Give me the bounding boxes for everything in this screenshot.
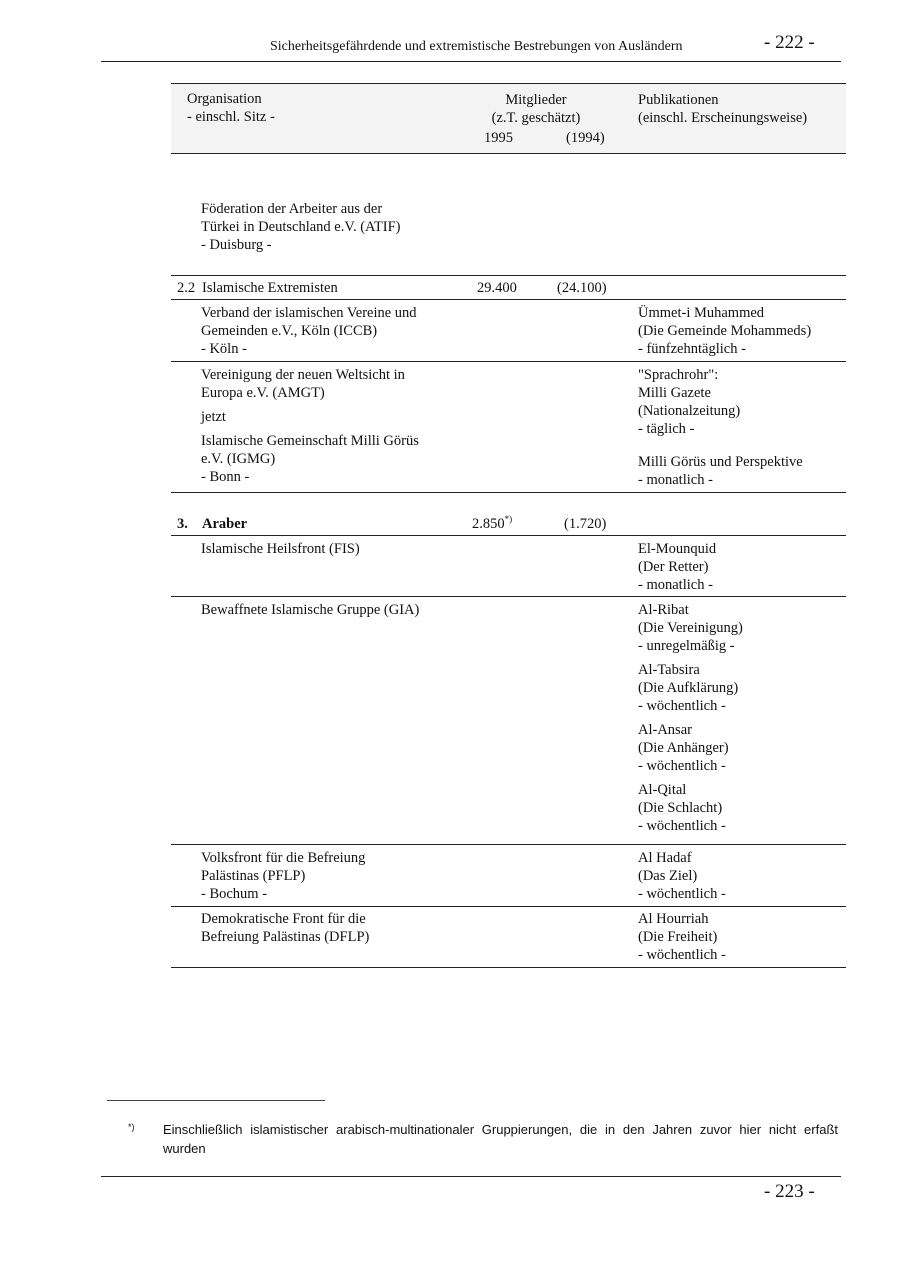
publication-milli-goerues: [638, 453, 803, 489]
org-name-line: Vereinigung der neuen Weltsicht in: [201, 367, 405, 383]
publication-frequency: - monatlich -: [638, 577, 713, 593]
org-name-line: Europa e.V. (AMGT): [201, 385, 325, 401]
publication-frequency: - wöchentlich -: [638, 698, 726, 714]
table-header-rule: [171, 153, 846, 154]
col-header-publications: [638, 91, 807, 127]
publication-title: El-Mounquid: [638, 541, 717, 557]
publication-title: Al-Tabsira: [638, 662, 700, 678]
publication-frequency: - täglich -: [638, 421, 695, 437]
org-name-line: Demokratische Front für die: [201, 911, 366, 927]
org-name-line: Gemeinden e.V., Köln (ICCB): [201, 323, 378, 339]
members-1995: 29.400: [477, 280, 517, 296]
publication-translation: (Das Ziel): [638, 868, 698, 884]
publication-translation: (Nationalzeitung): [638, 403, 741, 419]
publication-frequency: - wöchentlich -: [638, 886, 726, 902]
org-igmg: [201, 432, 419, 486]
org-seat: - Bochum -: [201, 886, 268, 902]
page-number-top: - 222 -: [764, 32, 815, 53]
footnote-reference: *): [504, 514, 513, 525]
publication-frequency: - wöchentlich -: [638, 818, 726, 834]
row-rule: [171, 492, 846, 493]
footnote-separator: [107, 1100, 325, 1101]
members-1994: (1.720): [564, 516, 607, 532]
col-header-year-1995: 1995: [484, 130, 513, 146]
org-name-line: Befreiung Palästinas (DFLP): [201, 929, 370, 945]
section-number-2-2: 2.2: [177, 280, 196, 296]
page-number-bottom: - 223 -: [764, 1181, 815, 1202]
row-rule: [171, 906, 846, 907]
col-header-organisation-line: Organisation: [187, 91, 262, 107]
col-header-organisation: [187, 90, 275, 126]
org-seat: - Bonn -: [201, 469, 250, 485]
publication-title: Al-Qital: [638, 782, 687, 798]
publication-title: Al Hourriah: [638, 911, 709, 927]
members-1994: (24.100): [557, 280, 607, 296]
publication-title: Ümmet-i Muhammed: [638, 305, 765, 321]
org-name-line: Föderation der Arbeiter aus der: [201, 201, 383, 217]
publication-label: "Sprachrohr":: [638, 367, 719, 383]
publication-el-mounquid: [638, 540, 716, 594]
publication-al-hadaf: [638, 849, 726, 903]
publication-title: Al-Ribat: [638, 602, 689, 618]
header-rule: [101, 61, 841, 62]
org-atif: [201, 200, 400, 254]
footnote-text: Einschließlich islamistischer arabisch-multinationaler Gruppierungen, die in den Jahren zuvor hier nicht erfaßt wurden: [163, 1122, 838, 1156]
org-name-line: Verband der islamischen Vereine und: [201, 305, 417, 321]
org-name-line: Türkei in Deutschland e.V. (ATIF): [201, 219, 401, 235]
col-header-members-line: (z.T. geschätzt): [491, 110, 581, 126]
publication-title: Al-Ansar: [638, 722, 692, 738]
row-rule: [171, 275, 846, 276]
footer-rule: [101, 1176, 841, 1177]
section-title-araber: Araber: [202, 516, 248, 532]
publication-translation: (Die Anhänger): [638, 740, 729, 756]
org-amgt: [201, 366, 405, 402]
org-name-line: e.V. (IGMG): [201, 451, 276, 467]
row-rule: [171, 844, 846, 845]
publication-translation: (Die Aufklärung): [638, 680, 739, 696]
publication-title: Milli Görüs und Perspektive: [638, 454, 803, 470]
row-rule: [171, 299, 846, 300]
publication-frequency: - wöchentlich -: [638, 758, 726, 774]
publication-iccb: [638, 304, 811, 358]
org-dflp: [201, 910, 369, 946]
publication-frequency: - unregelmäßig -: [638, 638, 735, 654]
footnote-marker: *): [128, 1122, 135, 1132]
table-bottom-rule: [171, 967, 846, 968]
org-gia: Bewaffnete Islamische Gruppe (GIA): [201, 602, 420, 618]
publication-title: Al Hadaf: [638, 850, 692, 866]
publication-al-ribat: [638, 601, 743, 655]
running-title: Sicherheitsgefährdende und extremistische Bestrebungen von Ausländern: [270, 39, 683, 54]
col-header-members: [471, 91, 601, 127]
publication-al-qital: [638, 781, 726, 835]
org-iccb: [201, 304, 417, 358]
col-header-year-1994: (1994): [566, 130, 605, 146]
publication-milli-gazete: [638, 366, 740, 438]
col-header-members-line: Mitglieder: [505, 92, 567, 108]
publication-title: Milli Gazete: [638, 385, 711, 401]
publication-translation: (Die Gemeinde Mohammeds): [638, 323, 812, 339]
org-fis: Islamische Heilsfront (FIS): [201, 541, 360, 557]
publication-al-tabsira: [638, 661, 738, 715]
publication-frequency: - monatlich -: [638, 472, 713, 488]
org-seat: - Duisburg -: [201, 237, 272, 253]
col-header-publications-line: Publikationen: [638, 92, 719, 108]
org-name-line: Volksfront für die Befreiung: [201, 850, 366, 866]
publication-translation: (Die Vereinigung): [638, 620, 743, 636]
publication-al-hourriah: [638, 910, 726, 964]
publication-translation: (Die Schlacht): [638, 800, 723, 816]
row-rule: [171, 535, 846, 536]
section-title-islamische-extremisten: Islamische Extremisten: [202, 280, 338, 296]
members-1995: [472, 515, 512, 533]
col-header-organisation-line: - einschl. Sitz -: [187, 109, 275, 125]
org-pflp: [201, 849, 365, 903]
publication-translation: (Die Freiheit): [638, 929, 718, 945]
org-name-line: Islamische Gemeinschaft Milli Görüs: [201, 433, 419, 449]
row-rule: [171, 361, 846, 362]
org-seat: - Köln -: [201, 341, 247, 357]
publication-frequency: - wöchentlich -: [638, 947, 726, 963]
row-rule: [171, 596, 846, 597]
members-value: 2.850: [472, 516, 505, 532]
org-name-line: Palästinas (PFLP): [201, 868, 306, 884]
publication-translation: (Der Retter): [638, 559, 709, 575]
publication-al-ansar: [638, 721, 729, 775]
section-number-3: 3.: [177, 516, 188, 532]
col-header-publications-line: (einschl. Erscheinungsweise): [638, 110, 808, 126]
publication-frequency: - fünfzehntäglich -: [638, 341, 746, 357]
org-connector-jetzt: jetzt: [201, 409, 226, 425]
